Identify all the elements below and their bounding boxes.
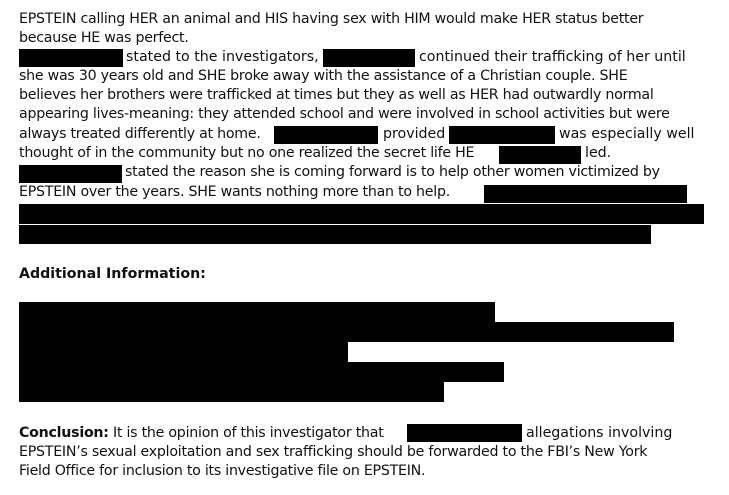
body-line-3a: stated to the investigators, — [126, 49, 319, 65]
redaction-box — [323, 49, 415, 67]
body-line-2: because HE was perfect. — [19, 30, 189, 46]
conclusion-line-3: Field Office for inclusion to its investigative file on EPSTEIN. — [19, 463, 426, 479]
redaction-box — [19, 342, 348, 362]
redaction-box — [407, 424, 522, 442]
conclusion-label: Conclusion: — [19, 425, 109, 441]
body-line-7b: provided — [383, 126, 446, 142]
redaction-box — [499, 146, 581, 164]
body-line-7a: always treated differently at home. — [19, 126, 261, 142]
redaction-box — [19, 165, 122, 183]
conclusion-line-2: EPSTEIN’s sexual exploitation and sex trafficking should be forwarded to the FBI’s New York — [19, 444, 648, 460]
conclusion-line-1 — [19, 424, 384, 443]
redaction-box — [484, 185, 687, 203]
body-line-1: EPSTEIN calling HER an animal and HIS having sex with HIM would make HER status better — [19, 11, 644, 27]
conclusion-line-1b: allegations involving — [526, 425, 673, 441]
redaction-box — [449, 126, 555, 144]
body-line-8b: led. — [585, 145, 612, 161]
body-line-5: believes her brothers were trafficked at times but they as well as HER had outwardly normal — [19, 87, 654, 103]
body-line-4: she was 30 years old and SHE broke away with the assistance of a Christian couple. SHE — [19, 68, 628, 84]
redaction-box — [19, 362, 504, 382]
redaction-box — [19, 322, 674, 342]
body-line-8a: thought of in the community but no one realized the secret life HE — [19, 145, 475, 161]
body-line-7c: was especially well — [559, 126, 695, 142]
redaction-box — [19, 204, 704, 224]
body-line-10: EPSTEIN over the years. SHE wants nothing more than to help. — [19, 184, 450, 200]
redaction-box — [19, 49, 123, 67]
redaction-box — [19, 225, 651, 244]
redaction-box — [19, 382, 444, 402]
redaction-box — [19, 302, 495, 322]
section-heading-additional-information: Additional Information: — [19, 266, 206, 282]
body-line-9: stated the reason she is coming forward is to help other women victimized by — [125, 164, 660, 180]
conclusion-text-1a: It is the opinion of this investigator that — [112, 425, 384, 441]
redaction-box — [274, 126, 378, 144]
body-line-3b: continued their trafficking of her until — [419, 49, 686, 65]
body-line-6: appearing lives-meaning: they attended school and were involved in school activities but were — [19, 106, 670, 122]
